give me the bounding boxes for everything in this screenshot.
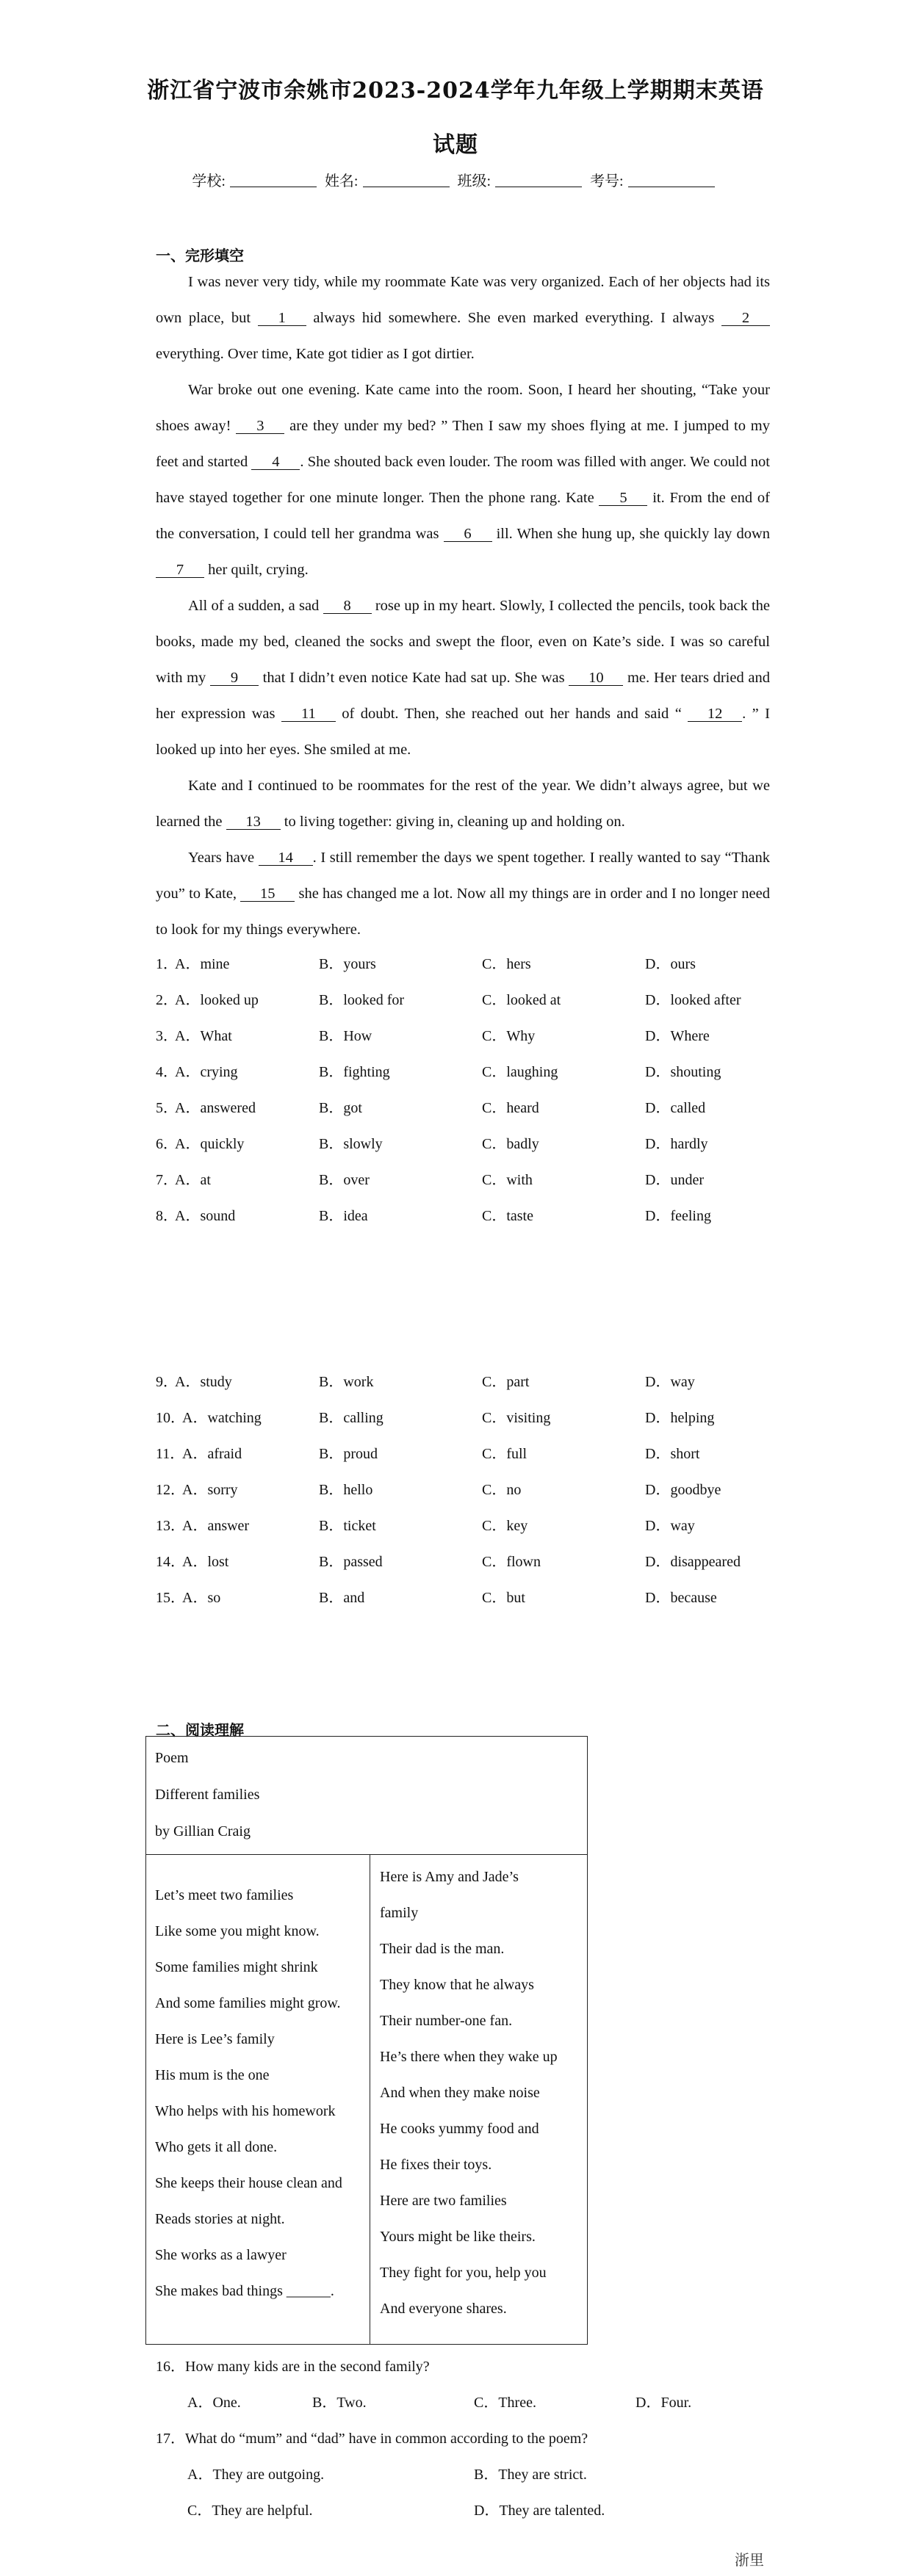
option-d[interactable]: D．under [645, 1172, 704, 1188]
option-c[interactable]: C．Why [482, 1028, 536, 1044]
option-b[interactable]: B．and [319, 1590, 365, 1606]
poem-line: They know that he always [380, 1977, 534, 1993]
q17-option-a[interactable]: A．They are outgoing. [187, 2467, 325, 2483]
question-number: 13． [156, 1518, 185, 1534]
option-row [156, 1405, 773, 1428]
poem-line: She works as a lawyer [155, 2247, 287, 2263]
option-d[interactable]: D．way [645, 1518, 695, 1534]
passage-text: she has changed me a lot. Now all my things are in order and I no longer need to look for my things everywhere. [156, 886, 770, 938]
option-d[interactable]: D．looked after [645, 992, 741, 1008]
poem-line: Who helps with his homework [155, 2103, 336, 2119]
poem-line: Let’s meet two families [155, 1887, 294, 1903]
blank-9[interactable]: 9 [210, 670, 259, 686]
q17-option-d[interactable]: D．They are talented. [474, 2503, 605, 2519]
poem-header [146, 1737, 587, 1855]
passage-text: are they under my bed? ” Then I saw my shoes flying at me. I jumped to my feet and started [156, 418, 770, 470]
q16-option-a[interactable]: A．One. [187, 2395, 241, 2411]
option-row [156, 1441, 773, 1464]
option-row [156, 1370, 773, 1392]
question-number: 14． [156, 1554, 185, 1570]
option-c[interactable]: C．taste [482, 1208, 533, 1224]
poem-line: Reads stories at night. [155, 2211, 285, 2227]
option-d[interactable]: D．goodbye [645, 1482, 721, 1498]
question-number: 15． [156, 1590, 185, 1606]
passage-text: Kate and I continued to be roommates for the rest of the year. We didn’t always agree, but we learned the [156, 778, 770, 830]
cloze-paragraph [156, 264, 770, 372]
blank-12[interactable]: 12 [688, 706, 742, 722]
option-row [156, 988, 773, 1010]
blank-8[interactable]: 8 [323, 598, 372, 614]
question-16-stem: 16．How many kids are in the second family? [156, 2359, 430, 2375]
blank-3[interactable]: 3 [236, 419, 284, 434]
option-row [156, 952, 773, 974]
exam-title-line2: 试题 [433, 132, 478, 158]
poem-line: Their dad is the man. [380, 1941, 505, 1957]
option-b[interactable]: B．slowly [319, 1136, 383, 1152]
cloze-passage [156, 264, 770, 948]
q16-option-d[interactable]: D．Four. [635, 2395, 692, 2411]
school-field[interactable] [230, 173, 317, 187]
poem-line: He’s there when they wake up [380, 2049, 558, 2065]
blank-5[interactable]: 5 [599, 491, 647, 506]
name-label: 姓名: [324, 173, 359, 189]
poem-line: Here is Amy and Jade’s [380, 1869, 519, 1885]
exam-number-field[interactable] [628, 173, 715, 187]
passage-text: it. From the end of the conversation, I could tell her grandma was [156, 490, 770, 542]
poem-line: She makes bad things ______. [155, 2283, 334, 2299]
cloze-paragraph [156, 372, 770, 588]
passage-text: always hid somewhere. She even marked everything. I always [306, 310, 721, 326]
passage-text: I was never very tidy, while my roommate Kate was very organized. Each of her objects had its own place, but [156, 274, 770, 326]
question-number: 9． [156, 1374, 178, 1390]
option-row [156, 1060, 773, 1082]
poem-line: And when they make noise [380, 2085, 540, 2101]
name-field[interactable] [363, 173, 450, 187]
passage-text: ill. When she hung up, she quickly lay down [491, 526, 771, 542]
poem-line: Who gets it all done. [155, 2139, 278, 2155]
option-a[interactable]: A．crying [175, 1064, 238, 1080]
option-row [156, 1096, 773, 1118]
option-a[interactable]: A．at [175, 1172, 211, 1188]
question-number: 11． [156, 1446, 185, 1462]
question-number: 8． [156, 1208, 178, 1224]
poem-line: Here are two families [380, 2193, 507, 2209]
passage-text: All of a sudden, a sad [188, 598, 323, 614]
blank-6[interactable]: 6 [444, 527, 492, 542]
passage-text: me. Her tears dried and her expression was [156, 670, 770, 722]
poem-line: Here is Lee’s family [155, 2031, 275, 2047]
option-c[interactable]: C．looked at [482, 992, 561, 1008]
option-a[interactable]: A．lost [182, 1554, 229, 1570]
option-a[interactable]: A．looked up [175, 992, 259, 1008]
poem-line: He fixes their toys. [380, 2157, 492, 2173]
poem-line: He cooks yummy food and [380, 2121, 539, 2137]
option-a[interactable]: A．quickly [175, 1136, 245, 1152]
passage-text: . ” I looked up into her eyes. She smiled at me. [156, 706, 770, 758]
option-b[interactable]: B．proud [319, 1446, 378, 1462]
school-label: 学校: [192, 173, 226, 189]
question-number: 2． [156, 992, 178, 1008]
option-c[interactable]: C．with [482, 1172, 533, 1188]
q16-option-b[interactable]: B．Two. [312, 2395, 367, 2411]
poem-line: And everyone shares. [380, 2301, 507, 2317]
passage-text: that I didn’t even notice Kate had sat up. She was [258, 670, 569, 686]
option-d[interactable]: D．shouting [645, 1064, 721, 1080]
section-heading-cloze: 一、完形填空 [156, 247, 244, 264]
option-a[interactable]: A．sound [175, 1208, 236, 1224]
option-b[interactable]: B．got [319, 1100, 362, 1116]
option-row [156, 1168, 773, 1190]
passage-text: rose up in my heart. Slowly, I collected the pencils, took back the books, made my bed, cleaned the socks and swept the floor, even on Kate’s side. I was so careful with my [156, 598, 771, 686]
option-b[interactable]: B．yours [319, 956, 376, 972]
blank-1[interactable]: 1 [258, 311, 306, 326]
question-17-stem: 17．What do “mum” and “dad” have in common according to the poem? [156, 2431, 588, 2447]
cloze-paragraph [156, 840, 770, 948]
option-d[interactable]: D．short [645, 1446, 700, 1462]
question-number: 1． [156, 956, 178, 972]
poem-author: by Gillian Craig [155, 1823, 251, 1839]
option-b[interactable]: B．work [319, 1374, 374, 1390]
q16-option-c[interactable]: C．Three. [474, 2395, 536, 2411]
option-d[interactable]: D．feeling [645, 1208, 711, 1224]
question-number: 7． [156, 1172, 178, 1188]
option-a[interactable]: A．mine [175, 956, 230, 972]
option-c[interactable]: C．flown [482, 1554, 541, 1570]
option-c[interactable]: C．full [482, 1446, 527, 1462]
poem-line: Yours might be like theirs. [380, 2229, 536, 2245]
student-info-row [0, 169, 911, 190]
option-row [156, 1024, 773, 1046]
question-number: 6． [156, 1136, 178, 1152]
option-a[interactable]: A．watching [182, 1410, 262, 1426]
option-a[interactable]: A．so [182, 1590, 221, 1606]
question-number: 10． [156, 1410, 185, 1426]
option-d[interactable]: D．disappeared [645, 1554, 741, 1570]
poem-line: Like some you might know. [155, 1923, 320, 1939]
option-b[interactable]: B．looked for [319, 992, 405, 1008]
poem-line: family [380, 1905, 419, 1921]
poem-line: And some families might grow. [155, 1995, 341, 2011]
page-footer: 浙里 [735, 2551, 764, 2569]
exam-number-label: 考号: [590, 173, 624, 189]
blank-10[interactable]: 10 [569, 670, 623, 686]
passage-text: her quilt, crying. [204, 562, 309, 578]
option-a[interactable]: A．afraid [182, 1446, 242, 1462]
q17-option-c[interactable]: C．They are helpful. [187, 2503, 313, 2519]
poem-box [145, 1736, 588, 2345]
option-d[interactable]: D．Where [645, 1028, 710, 1044]
option-row [156, 1513, 773, 1535]
question-number: 3． [156, 1028, 178, 1044]
option-d[interactable]: D．ours [645, 956, 696, 972]
option-d[interactable]: D．way [645, 1374, 695, 1390]
poem-line: Their number-one fan. [380, 2013, 513, 2029]
option-a[interactable]: A．study [175, 1374, 232, 1390]
cloze-paragraph [156, 588, 770, 768]
q17-option-b[interactable]: B．They are strict. [474, 2467, 587, 2483]
option-c[interactable]: C．key [482, 1518, 528, 1534]
option-row [156, 1585, 773, 1607]
option-a[interactable]: A．answered [175, 1100, 256, 1116]
option-c[interactable]: C．heard [482, 1100, 539, 1116]
blank-7[interactable]: 7 [156, 562, 204, 578]
option-c[interactable]: C．badly [482, 1136, 539, 1152]
section-heading-reading: 二、阅读理解 [156, 1721, 244, 1739]
poem-title: Different families [155, 1787, 260, 1803]
option-row [156, 1477, 773, 1499]
option-c[interactable]: C．but [482, 1590, 525, 1606]
blank-15[interactable]: 15 [240, 886, 295, 902]
option-b[interactable]: B．hello [319, 1482, 373, 1498]
option-d[interactable]: D．helping [645, 1410, 715, 1426]
option-row [156, 1549, 773, 1571]
blank-14[interactable]: 14 [259, 850, 313, 866]
option-d[interactable]: D．because [645, 1590, 717, 1606]
blank-13[interactable]: 13 [226, 814, 281, 830]
blank-11[interactable]: 11 [281, 706, 336, 722]
poem-line: She keeps their house clean and [155, 2175, 342, 2191]
option-a[interactable]: A．answer [182, 1518, 250, 1534]
option-row [156, 1204, 773, 1226]
poem-line: Some families might shrink [155, 1959, 318, 1975]
passage-text: of doubt. Then, she reached out her hands and said “ [335, 706, 688, 722]
cloze-paragraph [156, 768, 770, 840]
exam-title-line1: 浙江省宁波市余姚市2023-2024学年九年级上学期期末英语 [147, 78, 764, 104]
option-b[interactable]: B．calling [319, 1410, 384, 1426]
option-c[interactable]: C．no [482, 1482, 522, 1498]
option-d[interactable]: D．called [645, 1100, 706, 1116]
passage-text: Years have [188, 850, 259, 866]
class-field[interactable] [495, 173, 582, 187]
option-c[interactable]: C．visiting [482, 1410, 551, 1426]
poem-line: His mum is the one [155, 2067, 270, 2083]
option-row [156, 1132, 773, 1154]
poem-line: They fight for you, help you [380, 2265, 547, 2281]
class-label: 班级: [457, 173, 491, 189]
option-b[interactable]: B．over [319, 1172, 370, 1188]
passage-text: to living together: giving in, cleaning up and holding on. [280, 814, 625, 830]
question-number: 5． [156, 1100, 178, 1116]
question-number: 4． [156, 1064, 178, 1080]
option-d[interactable]: D．hardly [645, 1136, 708, 1152]
option-c[interactable]: C．laughing [482, 1064, 558, 1080]
blank-4[interactable]: 4 [251, 455, 300, 470]
blank-2[interactable]: 2 [721, 311, 770, 326]
passage-text: . She shouted back even louder. The room was filled with anger. We could not have stayed together for one minute longer. Then the phone rang. Kate [156, 454, 770, 506]
option-c[interactable]: C．part [482, 1374, 530, 1390]
passage-text: War broke out one evening. Kate came into the room. Soon, I heard her shouting, “Take your shoes away! [156, 382, 770, 434]
poem-label: Poem [155, 1750, 189, 1766]
passage-text: everything. Over time, Kate got tidier as I got dirtier. [156, 346, 475, 362]
option-b[interactable]: B．passed [319, 1554, 383, 1570]
option-c[interactable]: C．hers [482, 956, 531, 972]
passage-text: . I still remember the days we spent together. I really wanted to say “Thank you” to Kate, [156, 850, 770, 902]
option-a[interactable]: A．sorry [182, 1482, 238, 1498]
question-number: 12． [156, 1482, 185, 1498]
option-b[interactable]: B．fighting [319, 1064, 390, 1080]
option-b[interactable]: B．idea [319, 1208, 368, 1224]
option-a[interactable]: A．What [175, 1028, 232, 1044]
option-b[interactable]: B．How [319, 1028, 372, 1044]
option-b[interactable]: B．ticket [319, 1518, 376, 1534]
